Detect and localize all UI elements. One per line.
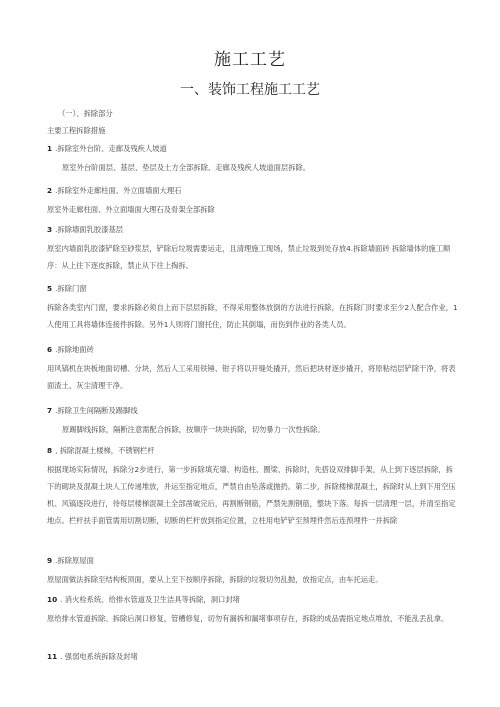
item-body: 拆除各类室内门窗，要求拆除必须自上而下层层拆除，不得采用整体放倒的方法进行拆除，在拆除门时要求至少2人配合作业，1人使用工具将墙体连接件拆除。另外1人则将门窗托住，防止其倒塌，而伤到作业的各类人员。 <box>47 303 458 329</box>
section-label: （一）、拆除部分 <box>58 109 113 118</box>
item-heading-text: .拆除室外台阶、走廊及残疾人坡道 <box>55 144 167 153</box>
item-heading-text: . 强弱电系统拆除及封堵 <box>60 652 138 661</box>
item-number: 1 <box>47 144 53 153</box>
item-body: 原给排水管道拆除、拆除后洞口修复，管槽修复，切勿有漏拆和漏堵事项存在，拆除的成品需指定地点堆放，不能乱丢乱拿。 <box>47 614 449 623</box>
item-heading <box>47 406 138 416</box>
item-heading-text: .拆除原屋面 <box>55 556 94 565</box>
page-title: 施工工艺 <box>214 50 286 70</box>
item-number: 8 <box>47 446 53 455</box>
item-number: 5 <box>47 284 53 293</box>
item-body: 用风镐机在块板地面切槽、分块，然后人工采用铁锤、钳子将以开缝处撬开，然后把块材逐步撬开，将原粘结层铲除干净，将表面渣土、灰尘清理干净。 <box>47 364 456 390</box>
item-number: 10 <box>47 595 58 604</box>
item-heading-text: .拆除门窗 <box>55 284 87 293</box>
section-heading: 主要工程拆除措施 <box>47 126 106 135</box>
item-number: 9 <box>47 556 53 565</box>
item-number: 2 <box>47 186 53 195</box>
item-heading <box>47 225 123 235</box>
item-heading <box>47 446 155 456</box>
item-number: 3 <box>47 225 53 234</box>
item-heading <box>47 186 181 196</box>
item-heading <box>47 652 138 662</box>
item-heading-text: . 消火栓系统、给排水管道及卫生洁具等拆除，洞口封堵 <box>60 595 240 604</box>
item-heading <box>47 284 87 294</box>
item-heading-text: .拆除墙面乳胶漆基层 <box>55 225 124 234</box>
item-heading <box>47 556 94 566</box>
item-heading-text: , 拆除混凝土楼梯，不锈钢栏杆 <box>55 446 155 455</box>
item-body: 原室内墙面乳胶漆铲除至砂浆层，铲除后垃圾需要运走，且清理施工现场，禁止垃圾到处存放4.拆除墙面砖 拆除墙体的施工顺序：从上往下逐皮拆除，禁止从下往上掏拆。 <box>47 244 451 270</box>
item-heading <box>47 595 240 605</box>
item-body: 根据现场实际情况，拆除分2步进行，第一步拆除填充墙、构造柱、圈梁、拆除时，先搭设双排脚手架，从上到下逐层拆除，拆下的砌块及混凝土块人工传递堆放，并运至指定地点，严禁自由坠落或抛扔。第二步，拆除楼梯混凝土，拆除时从上到下用空压机、风镐逐段进行，待每层楼梯混凝土全部凿破完后，再割断钢筋，严禁先割钢筋，整块下落。每拆一层清理一层，并清至指定地点。栏杆扶手面管需用切割切断，切断的栏杆放到指定位置，立柱用电铲铲至预埋件然后连预埋件一并拆除 <box>47 465 456 525</box>
page-subtitle: 一、装饰工程施工工艺 <box>180 82 320 98</box>
item-body: 原踢脚线拆除，隔断注意需配合拆除，按顺序一块块拆除，切勿暴力一次性拆除。 <box>62 425 325 434</box>
item-heading <box>47 345 94 355</box>
item-number: 6 <box>47 345 53 354</box>
item-number: 11 <box>47 652 58 661</box>
item-heading <box>47 144 167 154</box>
item-body: 原室外台阶面层、基层、垫层及土方全部拆除、走廊及残疾人坡道面层拆除。 <box>62 163 311 172</box>
item-heading-text: .拆除卫生间隔断及踢脚线 <box>55 406 138 415</box>
item-number: 7 <box>47 406 53 415</box>
item-heading-text: .拆除室外走廊柱面、外立面墙面大理石 <box>55 186 182 195</box>
item-body: 原室外走廊柱面、外立面墙面大理石及骨架全部拆除 <box>47 205 215 214</box>
item-body: 原屋面做法拆除至结构板顶面，要从上至下按顺序拆除，拆除的垃圾切勿乱抛，放指定点，由车托运走。 <box>47 575 383 584</box>
item-heading-text: .拆除地面砖 <box>55 345 94 354</box>
